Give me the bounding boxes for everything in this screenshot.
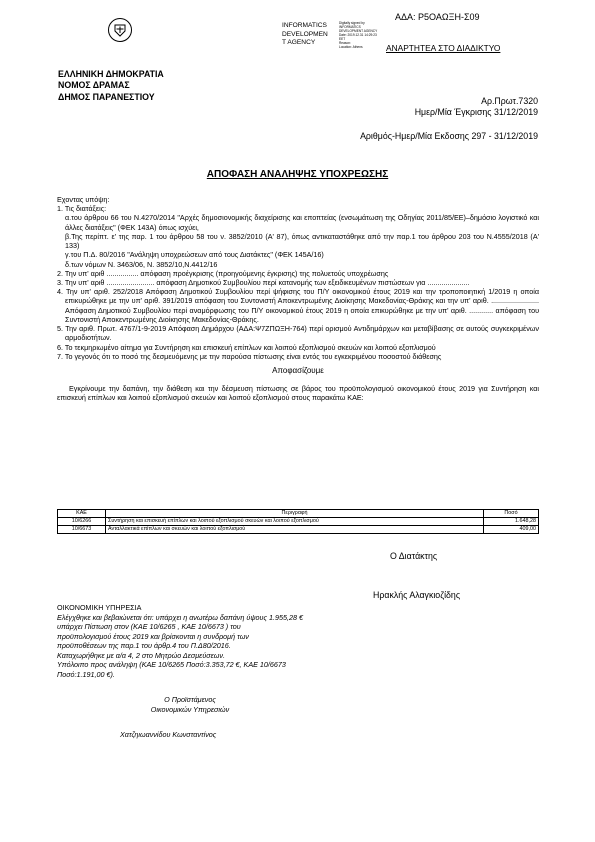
- kae-table-container: [57, 509, 539, 534]
- finance-line: προϋπολογισμού έτους 2019 και βρίσκονται η συνδρομή των: [57, 631, 249, 641]
- amount-cell: 409,00: [484, 526, 539, 534]
- column-header: Ποσό: [484, 510, 539, 518]
- finance-line: Υπόλοιπο προς ανάληψη (ΚΑΕ 10/6265 Ποσό:3.353,72 €, ΚΑΕ 10/6673: [57, 660, 286, 669]
- considerations-item-5: 5. Την αριθ. Πρωτ. 4767/1-9-2019 Απόφαση Δημάρχου (ΑΔΑ:Ψ7ΖΠΩΞΗ-764) περί ορισμού Αντιδημάρχων και μεταβίβασης σε αυτούς συγκεκριμένων αρμοδιοτήτων.: [57, 324, 539, 343]
- finance-heading: ΟΙΚΟΝΟΜΙΚΗ ΥΠΗΡΕΣΙΑ: [57, 603, 142, 612]
- provision-a: α.του άρθρου 66 του Ν.4270/2014 "Αρχές δημοσιονομικής διαχείρισης και εποπτείας (ενσωμάτωση της Οδηγίας 2011/85/ΕΕ)–δημόσιο λογιστικό και άλλες διατάξεις" (ΦΕΚ 143Α) όπως ισχύει,: [65, 213, 539, 232]
- finance-line: προϋποθέσεων της παρ.1 του άρθρ.4 του Π.Δ80/2016.: [57, 641, 231, 650]
- description-cell: Συντήρηση και επισκευή επίπλων και λοιπού εξοπλισμού σκευών και λοιπού εξοπλισμού: [106, 518, 484, 526]
- column-header: Περιγραφή: [106, 510, 484, 518]
- finance-line: υπάρχει Πίστωση στον (ΚΑΕ 10/6265 , ΚΑΕ 10/6673 ) του: [57, 622, 241, 631]
- table-row: [58, 518, 539, 526]
- considerations-item-1: 1. Τις διατάξεις:: [57, 204, 107, 214]
- column-header: ΚΑΕ: [58, 510, 106, 518]
- digital-signature-stamp: Digitally signed by INFORMATICS DEVELOPMENT AGENCY Date: 2019.12.31 14:29:23 EET Reason: Location: Athens: [339, 21, 378, 49]
- intro-text: Εχοντας υπόψη:: [57, 195, 110, 204]
- considerations-item-3: 3. Την υπ' αριθ ........................ απόφαση Δημοτικού Συμβουλίου περί κατανομής των εξειδικευμένων πιστώσεων για .....................: [57, 277, 470, 287]
- considerations-item-2: 2. Την υπ' αριθ ................ απόφαση προέγκρισης (προηγούμενης έγκρισης) της πολυετούς υποχρέωσης: [57, 268, 389, 278]
- considerations-item-7: 7. Το γεγονός ότι το ποσό της δεσμευόμενης με την παρούσα πίστωσης είναι εντός του εγκεκριμένου ποσοστού διάθεσης: [57, 351, 442, 361]
- signatory-role: Ο Διατάκτης: [390, 551, 438, 561]
- description-cell: Ανταλλακτικά επίπλων και σκευών και λοιπού εξοπλισμού: [106, 526, 484, 534]
- greek-emblem-icon: [108, 18, 132, 42]
- document-title: ΑΠΟΦΑΣΗ ΑΝΑΛΗΨΗΣ ΥΠΟΧΡΕΩΣΗΣ: [206, 169, 389, 180]
- finance-head-role: Ο Προϊστάμενος Οικονομικών Υπηρεσιών: [150, 695, 230, 714]
- finance-line: Ποσό:1.191,00 €).: [57, 669, 115, 679]
- decision-heading: Αποφασίζουμε: [272, 365, 324, 375]
- protocol-info: [415, 96, 538, 119]
- table-row: [58, 526, 539, 534]
- amount-cell: 1.648,28: [484, 518, 539, 526]
- posted-online-label: ΑΝΑΡΤΗΤΕΑ ΣΤΟ ΔΙΑΔΙΚΤΥΟ: [386, 43, 501, 53]
- provision-d: δ.των νόμων Ν. 3463/06, Ν. 3852/10,Ν.4412/16: [65, 259, 218, 269]
- considerations-item-6: 6. Το τεκμηριωμένο αίτημα για Συντήρηση και επισκευή επίπλων και λοιπού εξοπλισμού σκευών και λοιπού εξοπλισμού: [57, 342, 436, 352]
- finance-service-section: [57, 603, 367, 679]
- informatics-agency-label: INFORMATICS DEVELOPMEN T AGENCY: [282, 22, 328, 47]
- protocol-number: Αρ.Πρωτ.7320: [481, 96, 538, 106]
- issuing-authority: ΕΛΛΗΝΙΚΗ ΔΗΜΟΚΡΑΤΙΑ ΝΟΜΟΣ ΔΡΑΜΑΣ ΔΗΜΟΣ ΠΑΡΑΝΕΣΤΙΟΥ: [58, 69, 164, 102]
- issue-number-date: Αριθμός-Ημερ/Μία Εκδοσης 297 - 31/12/2019: [360, 131, 538, 141]
- signatory-name: Ηρακλής Αλαγκιοζίδης: [373, 590, 461, 600]
- approval-text: Εγκρίνουμε την δαπάνη, την διάθεση και την δέσμευση πίστωσης σε βάρος του προϋπολογισμού οικονομικού έτους 2019 για Συντήρηση και επισκευή επίπλων και λοιπού εξοπλισμού σκευών και λοιπού εξοπλισμού στους παρακάτω ΚΑΕ:: [57, 384, 539, 403]
- kae-cell: 10/6673: [58, 526, 106, 534]
- provision-c: γ.του Π.Δ. 80/2016 "Ανάληψη υποχρεώσεων από τους Διατάκτες" (ΦΕΚ 145Α/16): [65, 250, 324, 260]
- finance-line: Καταχωρήθηκε με α/α 4, 2 στο Μητρώο Δεσμεύσεων.: [57, 650, 225, 660]
- approval-date: Ημερ/Μία Έγκρισης 31/12/2019: [414, 107, 538, 118]
- finance-line: Ελέγχθηκε και βεβαιώνεται ότι: υπάρχει η ανωτέρω δαπάνη ύψους 1.955,28 €: [57, 612, 303, 622]
- kae-table: [57, 509, 539, 534]
- ada-number: ΑΔΑ: Ρ5ΟΑΩΞΗ-Σ09: [395, 12, 480, 22]
- table-header-row: [58, 510, 539, 518]
- finance-head-name: Χατζηιωαννίδου Κωνσταντίνος: [120, 730, 217, 739]
- provision-b: β.Της περίπτ. ε' της παρ. 1 του άρθρου 58 του ν. 3852/2010 (Α' 87), όπως αντικαταστάθηκε από την παρ.1 του άρθρου 203 του Ν.4555/2018 (Α' 133): [65, 231, 539, 251]
- kae-cell: 10/6266: [58, 518, 106, 526]
- considerations-item-4: 4. Την υπ' αριθ. 252/2018 Απόφαση Δημοτικού Συμβουλίου περί ψήφισης του Π/Υ οικονομικού έτους 2019 και την τροποποιητική 1/2019 η οποία επικυρώθηκε με την υπ' αριθ. 391/2019 απόφαση του Συντονιστή Αποκεντρωμένης Διοίκησης Μακεδονίας-Θράκης και την υπ' αριθ. ........................ Απόφαση Δημοτικού Συμβουλίου περί αναμόρφωσης του Π/Υ οικονομικού έτους 2019 η οποία επικυρώθηκε με την υπ' αριθ. ............ απόφαση του Συντονιστή Αποκεντρωμένης Διοίκησης Μακεδονίας-Θράκης.: [57, 287, 539, 324]
- document-body: [57, 195, 539, 403]
